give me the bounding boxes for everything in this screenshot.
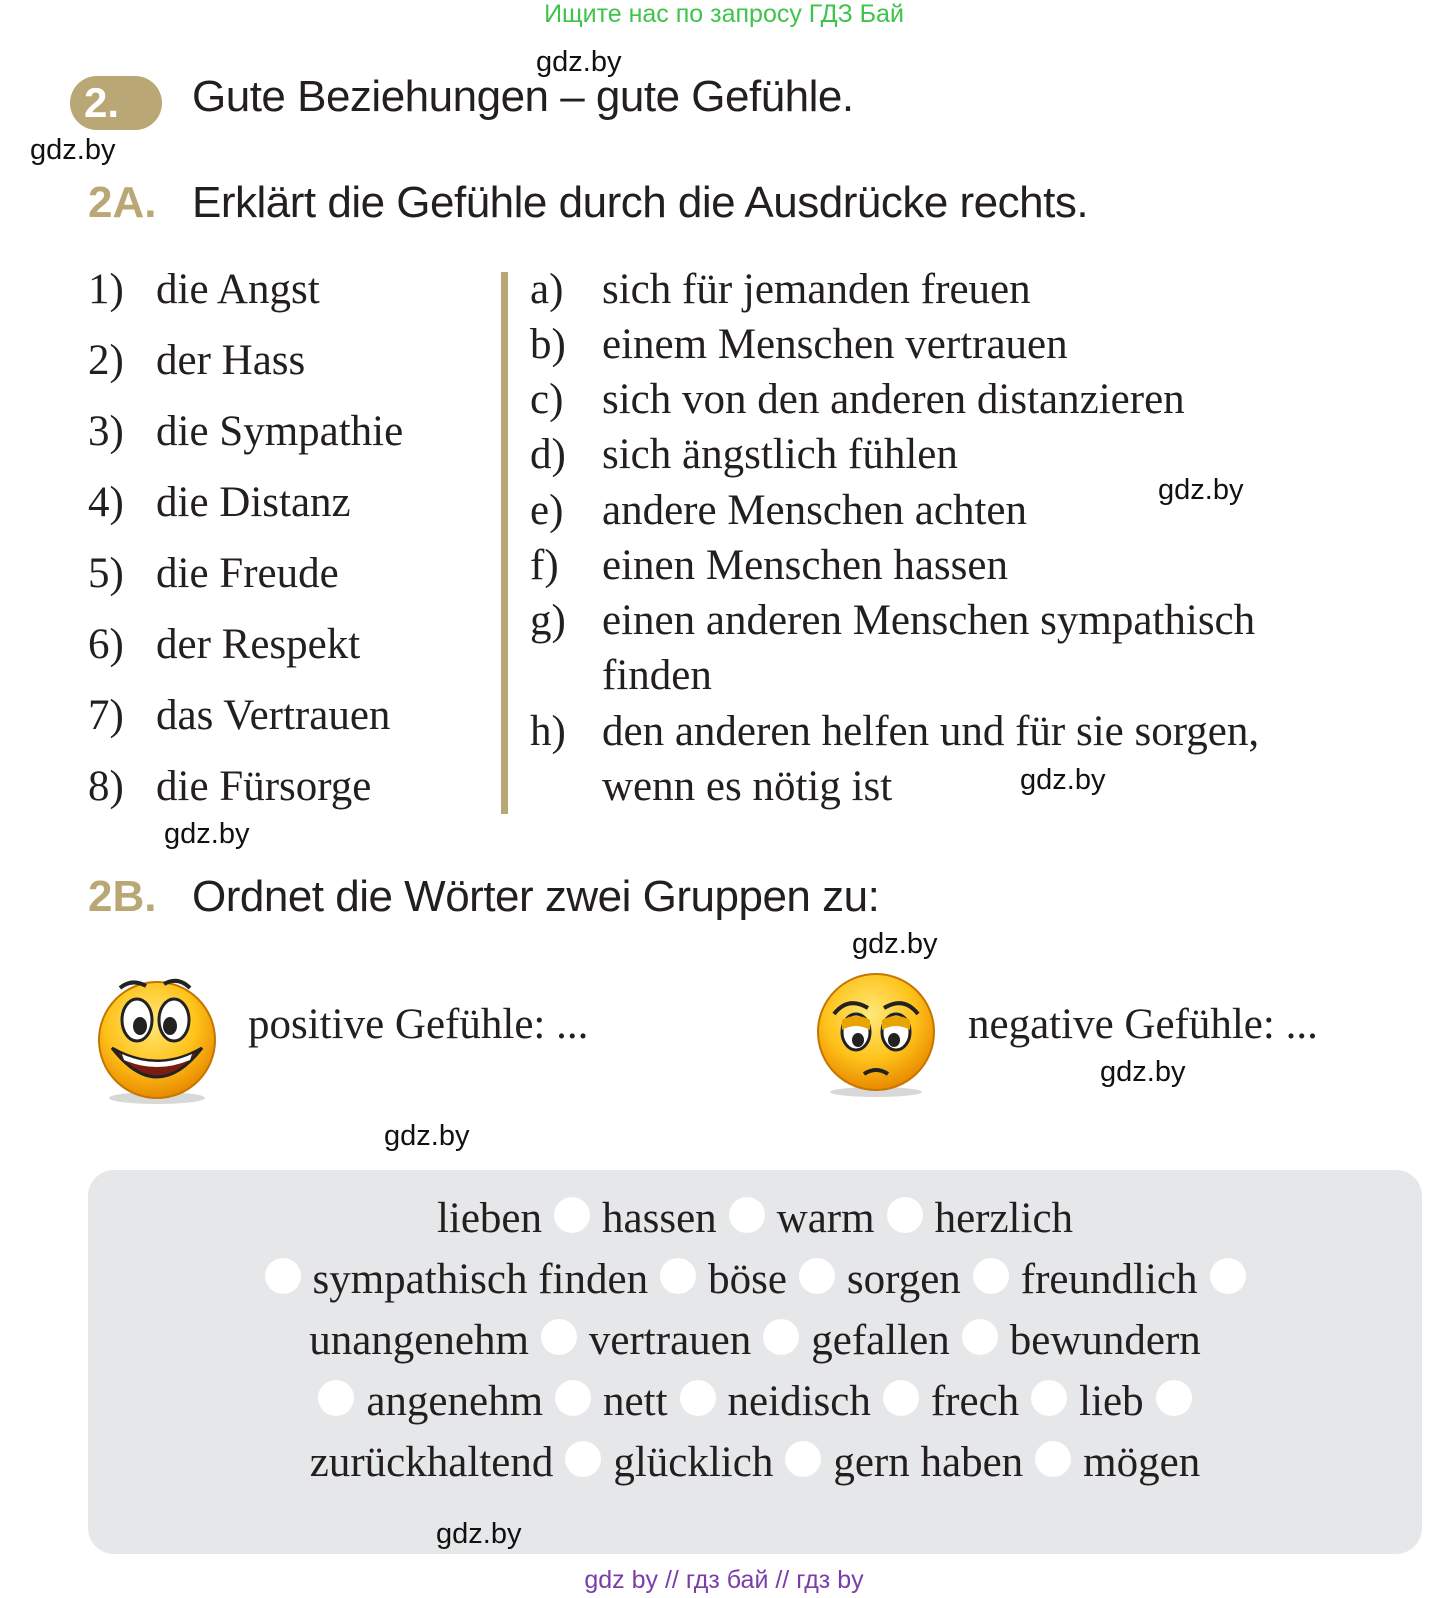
list-item [530, 321, 1430, 369]
separator-dot [660, 1258, 696, 1294]
item-letter: c) [530, 376, 564, 423]
list-item [530, 266, 1430, 314]
separator-dot [763, 1319, 799, 1355]
item-text: sich ängstlich fühlen [602, 431, 958, 478]
watermark: gdz.by [1020, 764, 1106, 796]
separator-dot [1156, 1380, 1192, 1416]
task-number-badge: 2. [70, 76, 162, 130]
separator-dot [1035, 1441, 1071, 1477]
list-item [530, 708, 1430, 812]
item-text: die Freude [156, 550, 339, 597]
list-item [88, 337, 305, 385]
list-item [530, 487, 1430, 535]
item-number: 2) [88, 337, 124, 384]
separator-dot [565, 1441, 601, 1477]
item-text: der Hass [156, 337, 306, 384]
part-a-title: Erklärt die Gefühle durch die Ausdrücke rechts. [192, 178, 1089, 227]
item-text: die Fürsorge [156, 763, 372, 810]
item-letter: b) [530, 321, 566, 368]
item-letter: g) [530, 597, 566, 644]
list-item [88, 479, 351, 527]
word-line [88, 1192, 1422, 1243]
item-text: einen anderen Menschen sympathisch [602, 597, 1256, 644]
separator-dot [1210, 1258, 1246, 1294]
word: sympathisch finden [312, 1256, 649, 1304]
watermark: gdz.by [1158, 474, 1244, 506]
item-text: einem Menschen vertrauen [602, 321, 1068, 368]
item-text-continued: wenn es nötig ist [602, 763, 893, 810]
word-line [88, 1253, 1422, 1304]
item-text: sich von den anderen distanzieren [602, 376, 1185, 423]
item-letter: d) [530, 431, 566, 478]
negative-feelings-label: negative Gefühle: ... [968, 1001, 1318, 1048]
word-line [88, 1375, 1422, 1426]
word-line [88, 1314, 1422, 1365]
list-item [88, 692, 390, 740]
list-item [88, 266, 320, 314]
list-item [88, 550, 339, 598]
bottom-banner: gdz by // гдз бай // гдз by [584, 1566, 864, 1594]
list-item [530, 597, 1430, 701]
separator-dot [887, 1197, 923, 1233]
word: angenehm [366, 1378, 544, 1426]
word: neidisch [727, 1378, 871, 1426]
word: warm [776, 1195, 875, 1243]
separator-dot [973, 1258, 1009, 1294]
separator-dot [883, 1380, 919, 1416]
word: gefallen [811, 1317, 950, 1365]
separator-dot [799, 1258, 835, 1294]
part-b-title: Ordnet die Wörter zwei Gruppen zu: [192, 872, 880, 921]
list-item [530, 376, 1430, 424]
list-item [88, 408, 403, 456]
word: hassen [602, 1195, 717, 1243]
item-letter: f) [530, 542, 559, 589]
list-item [88, 621, 360, 669]
separator-dot [265, 1258, 301, 1294]
word: mögen [1083, 1439, 1201, 1487]
item-text: den anderen helfen und für sie sorgen, [602, 708, 1260, 755]
watermark: gdz.by [852, 928, 938, 960]
item-text: die Sympathie [156, 408, 404, 455]
word: bewundern [1009, 1317, 1201, 1365]
item-letter: a) [530, 266, 564, 313]
item-number: 1) [88, 266, 124, 313]
task-title: Gute Beziehungen – gute Gefühle. [192, 72, 854, 121]
item-number: 3) [88, 408, 124, 455]
word: freundlich [1020, 1256, 1198, 1304]
item-text: die Angst [156, 266, 320, 313]
watermark: gdz.by [30, 134, 116, 166]
word: gern haben [833, 1439, 1024, 1487]
sad-smiley-icon [812, 970, 940, 1100]
watermark: gdz.by [1100, 1056, 1186, 1088]
top-banner: Ищите нас по запросу ГДЗ Бай [544, 0, 904, 28]
word: sorgen [846, 1256, 961, 1304]
word: lieb [1079, 1378, 1144, 1426]
positive-feelings-label: positive Gefühle: ... [248, 1001, 589, 1048]
watermark: gdz.by [384, 1120, 470, 1152]
separator-dot [729, 1197, 765, 1233]
separator-dot [555, 1380, 591, 1416]
separator-dot [680, 1380, 716, 1416]
item-text: andere Menschen achten [602, 487, 1028, 534]
word: lieben [436, 1195, 543, 1243]
watermark: gdz.by [436, 1518, 522, 1550]
word: frech [930, 1378, 1020, 1426]
item-number: 5) [88, 550, 124, 597]
separator-dot [785, 1441, 821, 1477]
part-b-label: 2B. [88, 872, 157, 921]
item-text: einen Menschen hassen [602, 542, 1008, 589]
item-number: 8) [88, 763, 124, 810]
separator-dot [554, 1197, 590, 1233]
item-text: sich für jemanden freuen [602, 266, 1031, 313]
word: glücklich [613, 1439, 774, 1487]
item-text: die Distanz [156, 479, 351, 526]
separator-dot [318, 1380, 354, 1416]
item-number: 4) [88, 479, 124, 526]
item-letter: h) [530, 708, 566, 755]
separator-dot [541, 1319, 577, 1355]
list-item [530, 431, 1430, 479]
word: zurückhaltend [309, 1439, 554, 1487]
happy-smiley-icon [92, 966, 222, 1106]
word: böse [708, 1256, 787, 1304]
item-number: 6) [88, 621, 124, 668]
word-line [88, 1436, 1422, 1487]
word: unangenehm [309, 1317, 529, 1365]
word: herzlich [934, 1195, 1074, 1243]
item-text: der Respekt [156, 621, 361, 668]
watermark: gdz.by [164, 818, 250, 850]
list-item [88, 763, 371, 811]
part-a-label: 2A. [88, 178, 157, 227]
word: nett [603, 1378, 668, 1426]
column-divider [501, 272, 508, 814]
list-item [530, 542, 1430, 590]
separator-dot [962, 1319, 998, 1355]
item-number: 7) [88, 692, 124, 739]
item-text: das Vertrauen [156, 692, 391, 739]
watermark: gdz.by [536, 46, 622, 78]
separator-dot [1031, 1380, 1067, 1416]
word: vertrauen [588, 1317, 752, 1365]
item-text-continued: finden [602, 652, 712, 699]
item-letter: e) [530, 487, 564, 534]
